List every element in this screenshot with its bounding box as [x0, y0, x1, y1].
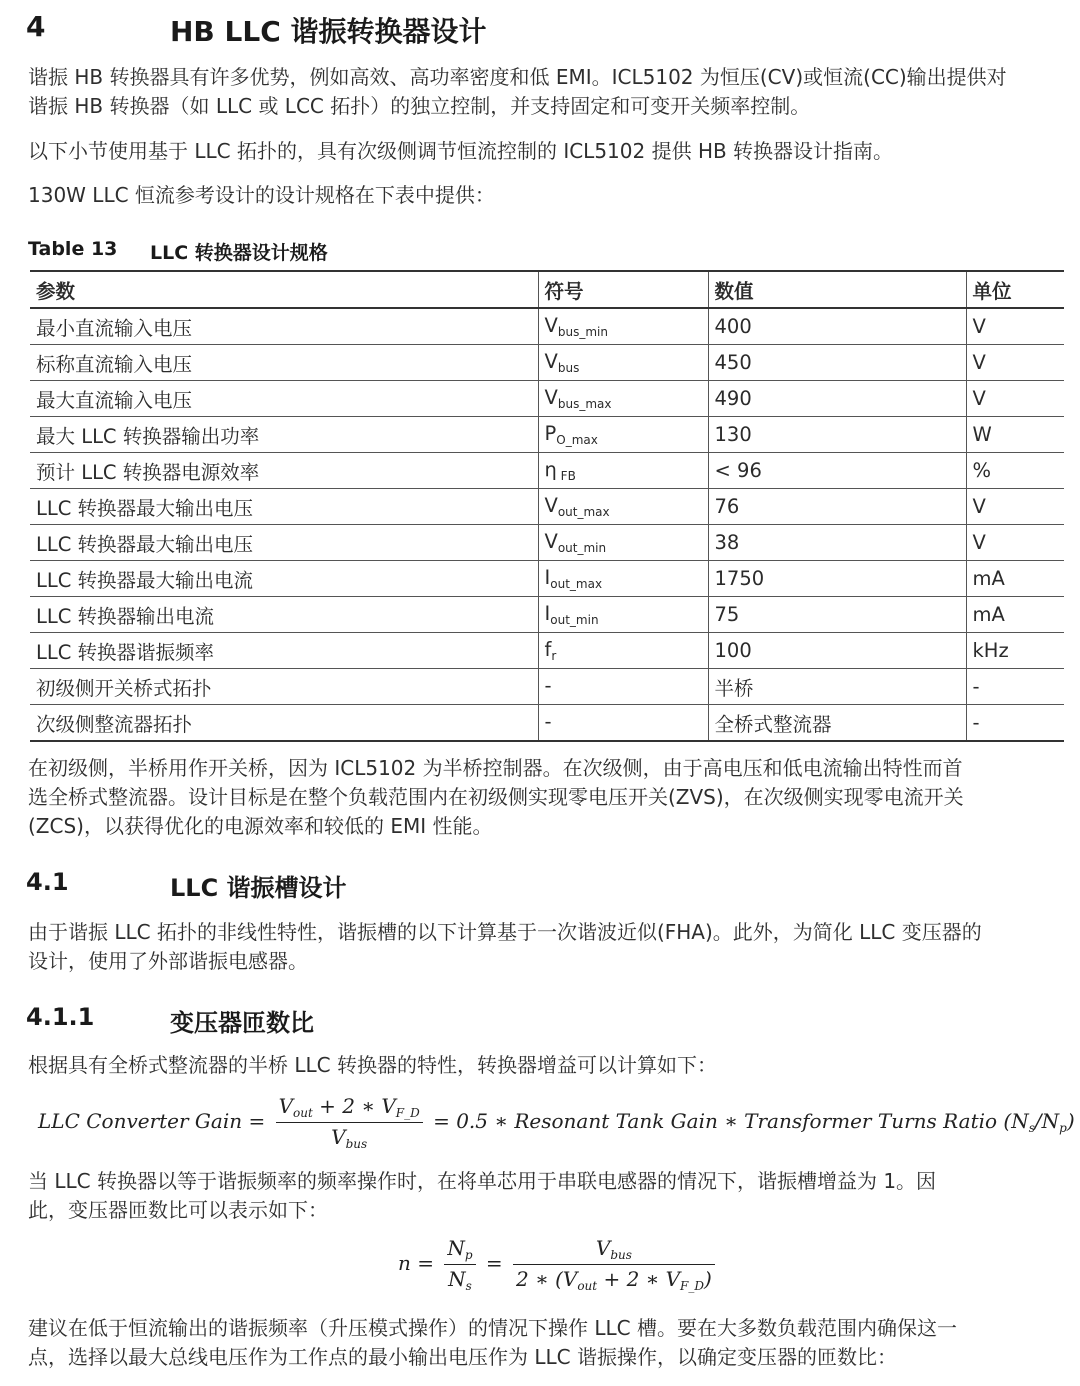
eq-rhs: [433, 1109, 1075, 1133]
cell-symbol: [538, 669, 708, 705]
eq-term: 2 ∗ (V: [516, 1267, 578, 1291]
text-line: 谐振 HB 转换器（如 LLC 或 LCC 拓扑）的独立控制，并支持固定和可变开关频率控制。: [28, 94, 811, 118]
eq-symbol: N: [447, 1236, 465, 1260]
eq-term: /N: [1034, 1109, 1060, 1133]
cell-symbol: [538, 345, 708, 381]
eq-symbol: V: [331, 1125, 346, 1149]
eq-subscript: F_D: [680, 1279, 704, 1293]
table-row: [30, 345, 1064, 381]
symbol-main: V: [544, 314, 558, 337]
text-line: 选全桥式整流器。设计目标是在整个负载范围内在初级侧实现零电压开关(ZVS)，在次级侧实现零电流开关: [28, 785, 964, 809]
section-heading-4-1-1: [26, 1003, 314, 1037]
cell-value: 全桥式整流器: [708, 705, 966, 742]
section-number: 4.1.1: [26, 1003, 95, 1031]
cell-unit: V: [966, 489, 1064, 525]
text-line: (ZCS)，以获得优化的电源效率和较低的 EMI 性能。: [28, 814, 493, 838]
symbol-main: η: [544, 458, 557, 481]
equation-converter-gain: [38, 1094, 1075, 1151]
cell-unit: kHz: [966, 633, 1064, 669]
cell-symbol: [538, 705, 708, 742]
cell-symbol: [538, 561, 708, 597]
cell-param: 最大直流输入电压: [30, 381, 538, 417]
symbol-main: V: [544, 494, 558, 517]
eq-fraction-2: [513, 1236, 715, 1293]
cell-param: LLC 转换器最大输出电压: [30, 525, 538, 561]
section-title: 变压器匝数比: [170, 1009, 314, 1037]
eq-symbol: N: [448, 1267, 466, 1291]
eq-subscript: F_D: [395, 1106, 420, 1120]
table-row: [30, 417, 1064, 453]
eq-subscript: s: [1028, 1121, 1035, 1135]
symbol-main: I: [544, 566, 551, 589]
text-line: 设计，使用了外部谐振电感器。: [28, 949, 308, 973]
cell-value: 38: [708, 525, 966, 561]
symbol-subscript: FB: [556, 469, 576, 483]
table-title: LLC 转换器设计规格: [150, 242, 328, 264]
eq-symbol: V: [595, 1236, 611, 1260]
symbol-main: I: [544, 602, 551, 625]
cell-value: 1750: [708, 561, 966, 597]
section-4-1-paragraph: [28, 918, 1058, 976]
eq-term: + 2 ∗ V: [312, 1094, 396, 1118]
text-line: 点，选择以最大总线电压作为工作点的最小输出电压作为 LLC 谐振操作，以确定变压器的匝数比：: [28, 1345, 897, 1369]
symbol-subscript: out_max: [557, 505, 610, 519]
eq-term: ): [1066, 1109, 1075, 1133]
cell-param: LLC 转换器输出电流: [30, 597, 538, 633]
cell-symbol: [538, 308, 708, 345]
cell-unit: V: [966, 345, 1064, 381]
section-4-1-1-paragraph-2: [28, 1167, 1058, 1225]
text-line: 在初级侧，半桥用作开关桥，因为 ICL5102 为半桥控制器。在次级侧，由于高电压和低电流输出特性而首: [28, 756, 963, 780]
cell-value: 100: [708, 633, 966, 669]
symbol-main: V: [544, 386, 558, 409]
cell-param: 标称直流输入电压: [30, 345, 538, 381]
intro-paragraph-1: [28, 63, 1058, 121]
table-row: [30, 381, 1064, 417]
cell-value: 75: [708, 597, 966, 633]
eq-fraction-1: [444, 1236, 475, 1293]
table-caption: [28, 238, 328, 264]
cell-value: 76: [708, 489, 966, 525]
text-line: 当 LLC 转换器以等于谐振频率的频率操作时，在将单芯用于串联电感器的情况下，谐振槽增益为 1。因: [28, 1169, 937, 1193]
cell-unit: -: [966, 669, 1064, 705]
text-line: 由于谐振 LLC 拓扑的非线性特性，谐振槽的以下计算基于一次谐波近似(FHA)。此外，为简化 LLC 变压器的: [28, 920, 982, 944]
eq-numerator: [276, 1094, 423, 1123]
cell-symbol: [538, 417, 708, 453]
table-row: [30, 705, 1064, 742]
symbol-subscript: out_min: [557, 541, 607, 555]
intro-paragraph-2: 以下小节使用基于 LLC 拓扑的，具有次级侧调节恒流控制的 ICL5102 提供 HB 转换器设计指南。: [28, 139, 894, 163]
table-id: Table 13: [28, 238, 118, 260]
eq-numerator: [444, 1236, 475, 1265]
header-param: 参数: [30, 271, 538, 308]
text-line: 建议在低于恒流输出的谐振频率（升压模式操作）的情况下操作 LLC 槽。要在大多数负载范围内确保这一: [28, 1316, 957, 1340]
symbol-main: f: [544, 638, 552, 661]
cell-unit: V: [966, 381, 1064, 417]
eq-term: = 0.5 ∗ Resonant Tank Gain ∗ Transformer Turns Ratio (N: [433, 1109, 1029, 1133]
symbol-subscript: out_max: [550, 577, 603, 591]
cell-symbol: [538, 633, 708, 669]
eq-subscript: s: [465, 1279, 472, 1293]
cell-param: LLC 转换器最大输出电流: [30, 561, 538, 597]
cell-symbol: [538, 489, 708, 525]
cell-symbol: [538, 525, 708, 561]
cell-value: 490: [708, 381, 966, 417]
table-row: [30, 525, 1064, 561]
symbol-main: V: [544, 350, 558, 373]
table-header-row: [30, 271, 1064, 308]
header-value: 数值: [708, 271, 966, 308]
table-row: [30, 633, 1064, 669]
section-4-1-1-paragraph-3: [28, 1314, 1058, 1372]
equation-turns-ratio: [398, 1236, 719, 1293]
eq-denominator: [444, 1265, 475, 1293]
header-symbol: 符号: [538, 271, 708, 308]
section-title: HB LLC 谐振转换器设计: [170, 15, 487, 48]
cell-param: 最小直流输入电压: [30, 308, 538, 345]
cell-param: 最大 LLC 转换器输出功率: [30, 417, 538, 453]
cell-value: < 96: [708, 453, 966, 489]
after-table-paragraph: [28, 754, 1058, 841]
symbol-subscript: bus: [557, 361, 580, 375]
table-row: [30, 597, 1064, 633]
cell-unit: W: [966, 417, 1064, 453]
table-row: [30, 669, 1064, 705]
header-unit: 单位: [966, 271, 1064, 308]
eq-subscript: p: [464, 1248, 473, 1262]
cell-unit: V: [966, 308, 1064, 345]
symbol-subscript: O_max: [556, 433, 598, 447]
symbol-main: P: [544, 422, 557, 445]
cell-value: 400: [708, 308, 966, 345]
cell-symbol: [538, 453, 708, 489]
cell-param: 预计 LLC 转换器电源效率: [30, 453, 538, 489]
cell-value: 半桥: [708, 669, 966, 705]
eq-subscript: out: [293, 1106, 313, 1120]
text-line: 此，变压器匝数比可以表示如下：: [28, 1198, 328, 1222]
cell-symbol: [538, 381, 708, 417]
eq-lhs: n =: [398, 1251, 434, 1275]
table-row: [30, 489, 1064, 525]
cell-unit: mA: [966, 597, 1064, 633]
eq-denominator: [276, 1123, 423, 1151]
intro-paragraph-3: 130W LLC 恒流参考设计的设计规格在下表中提供：: [28, 183, 495, 207]
section-4-1-1-paragraph-1: 根据具有全桥式整流器的半桥 LLC 转换器的特性，转换器增益可以计算如下：: [28, 1053, 717, 1077]
section-heading-4-1: [26, 868, 347, 902]
cell-param: 初级侧开关桥式拓扑: [30, 669, 538, 705]
symbol-subscript: bus_min: [557, 325, 608, 339]
cell-value: 450: [708, 345, 966, 381]
symbol-main: -: [544, 710, 552, 733]
symbol-subscript: out_min: [550, 613, 599, 627]
section-title: LLC 谐振槽设计: [170, 874, 347, 902]
cell-unit: mA: [966, 561, 1064, 597]
symbol-main: -: [544, 674, 552, 697]
symbol-subscript: bus_max: [557, 397, 612, 411]
cell-param: LLC 转换器谐振频率: [30, 633, 538, 669]
spec-table: [30, 270, 1064, 742]
eq-lhs: LLC Converter Gain =: [38, 1109, 266, 1133]
eq-subscript: bus: [345, 1137, 368, 1151]
text-line: 谐振 HB 转换器具有许多优势，例如高效、高功率密度和低 EMI。ICL5102 为恒压(CV)或恒流(CC)输出提供对: [28, 65, 1007, 89]
cell-unit: %: [966, 453, 1064, 489]
eq-subscript: bus: [610, 1248, 632, 1262]
eq-symbol: V: [278, 1094, 294, 1118]
section-number: 4.1: [26, 868, 69, 896]
eq-numerator: [513, 1236, 715, 1265]
eq-fraction: [276, 1094, 423, 1151]
section-heading-4: [26, 10, 487, 48]
eq-equals: =: [485, 1251, 503, 1275]
cell-symbol: [538, 597, 708, 633]
cell-param: 次级侧整流器拓扑: [30, 705, 538, 742]
table-row: [30, 308, 1064, 345]
cell-unit: -: [966, 705, 1064, 742]
cell-param: LLC 转换器最大输出电压: [30, 489, 538, 525]
symbol-main: V: [544, 530, 558, 553]
eq-term: + 2 ∗ V: [597, 1267, 681, 1291]
eq-term: ): [704, 1267, 712, 1291]
symbol-subscript: r: [551, 649, 557, 663]
section-number: 4: [26, 10, 46, 43]
table-row: [30, 453, 1064, 489]
cell-value: 130: [708, 417, 966, 453]
table-row: [30, 561, 1064, 597]
eq-denominator: [513, 1265, 715, 1293]
cell-unit: V: [966, 525, 1064, 561]
eq-subscript: out: [577, 1279, 598, 1293]
eq-subscript: p: [1059, 1121, 1067, 1135]
